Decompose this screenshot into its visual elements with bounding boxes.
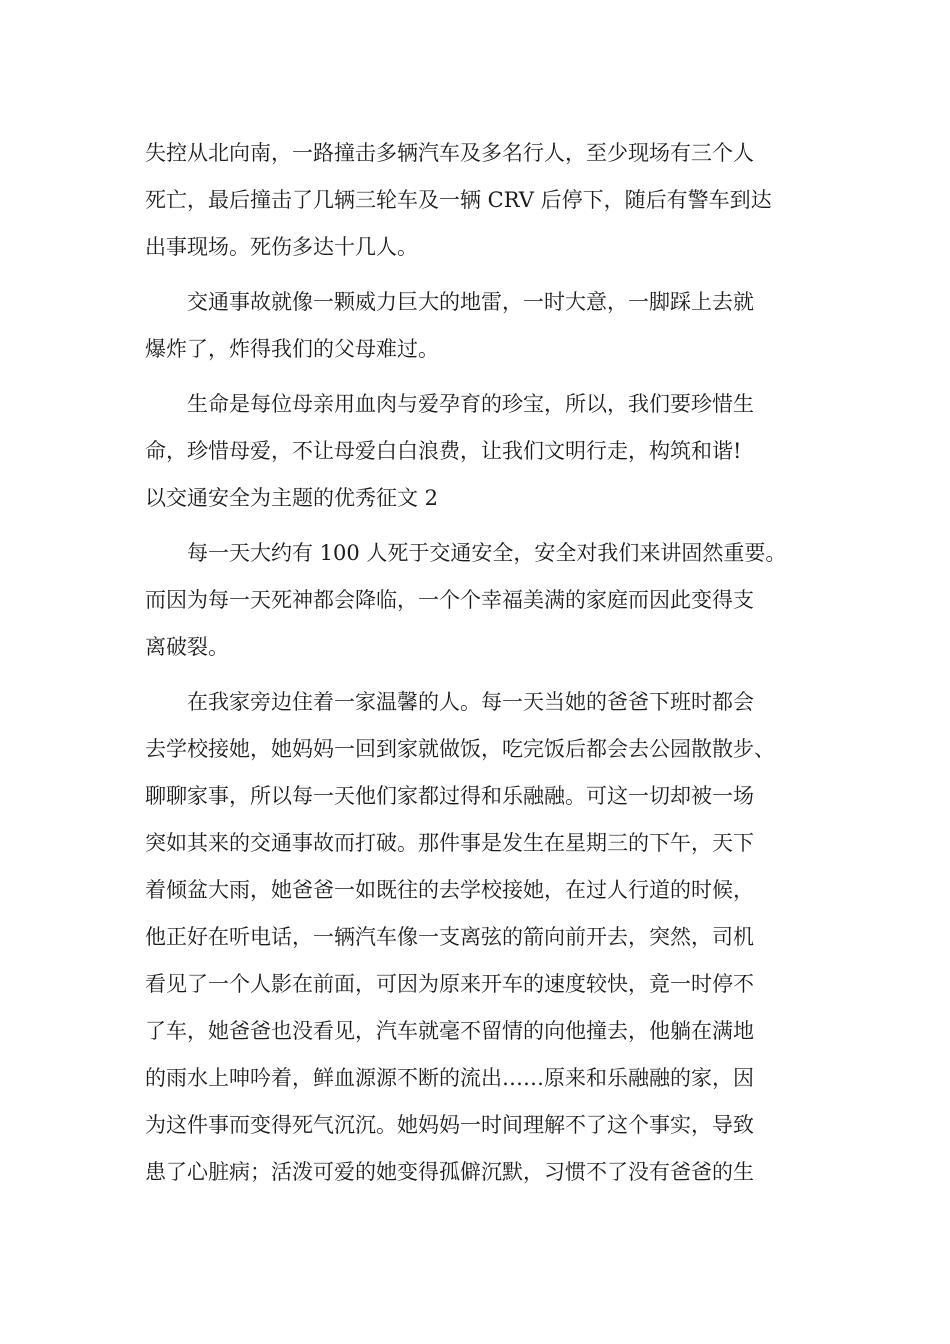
text-line: 爆炸了，炸得我们的父母难过。 [145, 337, 439, 361]
text-line: 出事现场。死伤多达十几人。 [145, 235, 418, 259]
text-line: 突如其来的交通事故而打破。那件事是发生在星期三的下午，天下 [145, 831, 754, 855]
text-line: 去学校接她，她妈妈一回到家就做饭，吃完饭后都会去公园散散步、 [145, 737, 775, 761]
text-line: 着倾盆大雨，她爸爸一如既往的去学校接她，在过人行道的时候， [145, 878, 754, 902]
text-line: 离破裂。 [145, 635, 229, 659]
text-line: 在我家旁边住着一家温馨的人。每一天当她的爸爸下班时都会 [187, 690, 754, 714]
paragraph-3 [145, 381, 810, 475]
text-line: 而因为每一天死神都会降临，一个个幸福美满的家庭而因此变得支 [145, 588, 754, 612]
text-line: 他正好在听电话，一辆汽车像一支离弦的箭向前开去，突然，司机 [145, 925, 754, 949]
text-line: 为这件事而变得死气沉沉。她妈妈一时间理解不了这个事实，导致 [145, 1113, 754, 1137]
text-line: 生命是每位母亲用血肉与爱孕育的珍宝，所以，我们要珍惜生 [187, 392, 754, 416]
document-body [145, 130, 810, 1204]
text-line: 看见了一个人影在前面，可因为原来开车的速度较快，竟一时停不 [145, 972, 754, 996]
paragraph-4 [145, 530, 810, 671]
text-line: 的雨水上呻吟着，鲜血源源不断的流出……原来和乐融融的家，因 [145, 1066, 754, 1090]
text-line: 交通事故就像一颗威力巨大的地雷，一时大意，一脚踩上去就 [187, 290, 754, 314]
text-line: 失控从北向南，一路撞击多辆汽车及多名行人，至少现场有三个人 [145, 141, 754, 165]
paragraph-1 [145, 130, 810, 271]
text-line: 了车，她爸爸也没看见，汽车就毫不留情的向他撞去，他躺在满地 [145, 1019, 754, 1043]
paragraph-5 [145, 679, 810, 1196]
paragraph-2 [145, 279, 810, 373]
text-line: 命，珍惜母爱，不让母爱白白浪费，让我们文明行走，构筑和谐! [145, 439, 742, 463]
section-heading: 以交通安全为主题的优秀征文 2 [145, 486, 439, 510]
text-line: 患了心脏病；活泼可爱的她变得孤僻沉默，习惯不了没有爸爸的生 [145, 1160, 754, 1184]
text-line: 死亡，最后撞击了几辆三轮车及一辆 CRV 后停下，随后有警车到达 [145, 188, 772, 212]
text-line: 每一天大约有 100 人死于交通安全，安全对我们来讲固然重要。 [187, 541, 787, 565]
text-line: 聊聊家事，所以每一天他们家都过得和乐融融。可这一切却被一场 [145, 784, 754, 808]
